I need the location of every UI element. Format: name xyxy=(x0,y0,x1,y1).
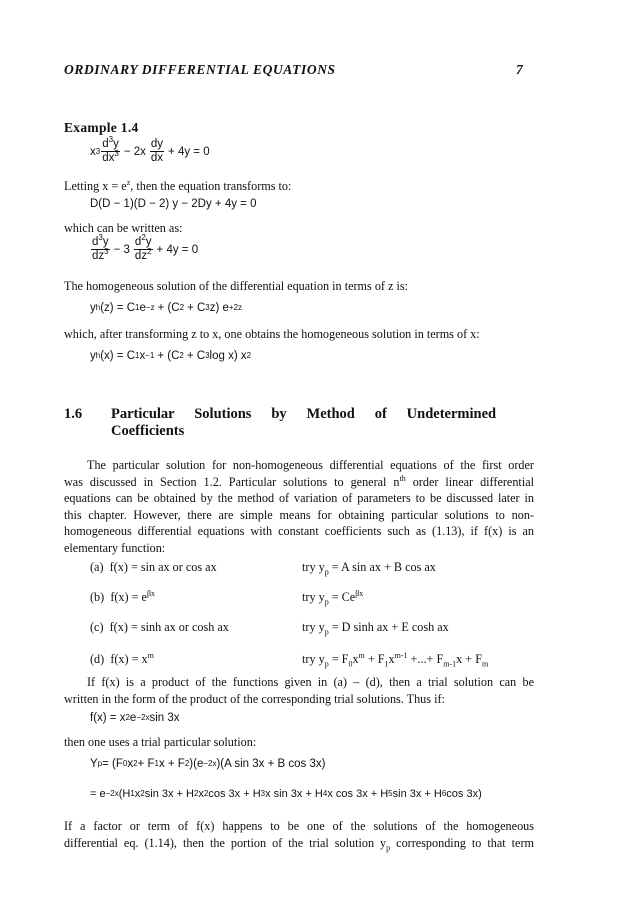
case-a: (a) f(x) = sin ax or cos ax xyxy=(90,560,217,574)
page-number: 7 xyxy=(516,62,523,77)
paragraph-1: The particular solution for non-homogeneous differential equations of the first order was discussed in Section 1.2. Particular solutions to general $n^{th}$ order linear differential equations can be obtained by the method of variation of parameters to be discussed later in this chapter. However, there are simple means for obtaining particular solutions to non- homogeneous differential equations with constant coefficients such as (1.13), if f(x) is an elementary function: xyxy=(64,458,534,555)
which-text: which can be written as: xyxy=(64,221,183,235)
fraction: $\frac{d^3y}{dx^3}$ xyxy=(102,135,119,164)
section-title-line-2: Coefficients xyxy=(111,423,185,439)
paragraph-2: If f(x) is a product of the functions given in (a) – (d), then a trial solution can be written in the form of the product of the corresponding trial solutions. Thus if: xyxy=(64,675,534,706)
case-b-trial: try $y_p = Ce^{\beta x}$ xyxy=(302,588,364,607)
fraction: $\frac{dy}{dx}$ xyxy=(150,138,164,164)
case-d-trial: try $y_p = F_0x^m + F_1x^{m-1}$ +...+ $F_{m-1}x + F_m$ xyxy=(302,650,489,669)
case-a-trial: try $y_p = A$ sin ax + B cos ax xyxy=(302,560,436,577)
equation-1: x 3 $\frac{d^3y}{dx^3}$ − 2x $\frac{dy}{dx}$ + 4y = 0 xyxy=(90,135,210,164)
section-number: 1.6 xyxy=(64,406,83,422)
example-heading: Example 1.4 xyxy=(64,120,139,135)
case-c: (c) f(x) = sinh ax or cosh ax xyxy=(90,620,229,634)
equation-7: Y p = (F 0 x 2 + F 1 x + F 2 )(e −2x )(A sin 3x + B cos 3x) xyxy=(90,758,326,770)
equation-8: = e −2x (H 1 x 2 sin 3x + H 2 x 2 cos 3x + H 3 x sin 3x + H 4 x cos 3x + H 5 sin 3x + H 6 cos 3x) xyxy=(90,788,482,800)
letting-text: Letting $x = e^z$, then the equation transforms to: xyxy=(64,177,292,193)
equation-3: $\frac{d^3y}{dz^3}$ − 3 $\frac{d^2y}{dz^2}$ + 4y = 0 xyxy=(92,233,199,262)
case-d: (d) $f(x) = x^m$ xyxy=(90,650,154,666)
homogeneous-text: The homogeneous solution of the differential equation in terms of z is: xyxy=(64,279,408,293)
equation-4: y h (z) = C 1 e −z + (C 2 + C 3 z) e +2z xyxy=(90,302,243,314)
section-title-line-1: Particular Solutions by Method of Undetermined xyxy=(111,406,497,422)
equation-6: f(x) = x 2 e −2x sin 3x xyxy=(90,712,180,724)
after-transform-text: which, after transforming z to x, one obtains the homogeneous solution in terms of x: xyxy=(64,327,480,341)
paragraph-3: If a factor or term of f(x) happens to be one of the solutions of the homogeneous differential eq. (1.14), then the portion of the trial solution $y_p$ corresponding to that term xyxy=(64,819,534,852)
fraction: $\frac{d^3y}{dz^3}$ xyxy=(92,233,109,262)
section-heading xyxy=(64,406,534,442)
case-b: (b) $f(x) = e^{\beta x}$ xyxy=(90,588,156,604)
then-text: then one uses a trial particular solution: xyxy=(64,735,257,749)
equation-2: D(D − 1)(D − 2) y − 2Dy + 4y = 0 xyxy=(90,198,257,210)
case-c-trial: try $y_p = D$ sinh ax + E cosh ax xyxy=(302,620,449,637)
equation-5: y h (x) = C 1 x −1 + (C 2 + C 3 log x) x 2 xyxy=(90,350,252,362)
fraction: $\frac{d^2y}{dz^2}$ xyxy=(134,233,152,262)
running-header-title: ORDINARY DIFFERENTIAL EQUATIONS xyxy=(64,62,336,77)
